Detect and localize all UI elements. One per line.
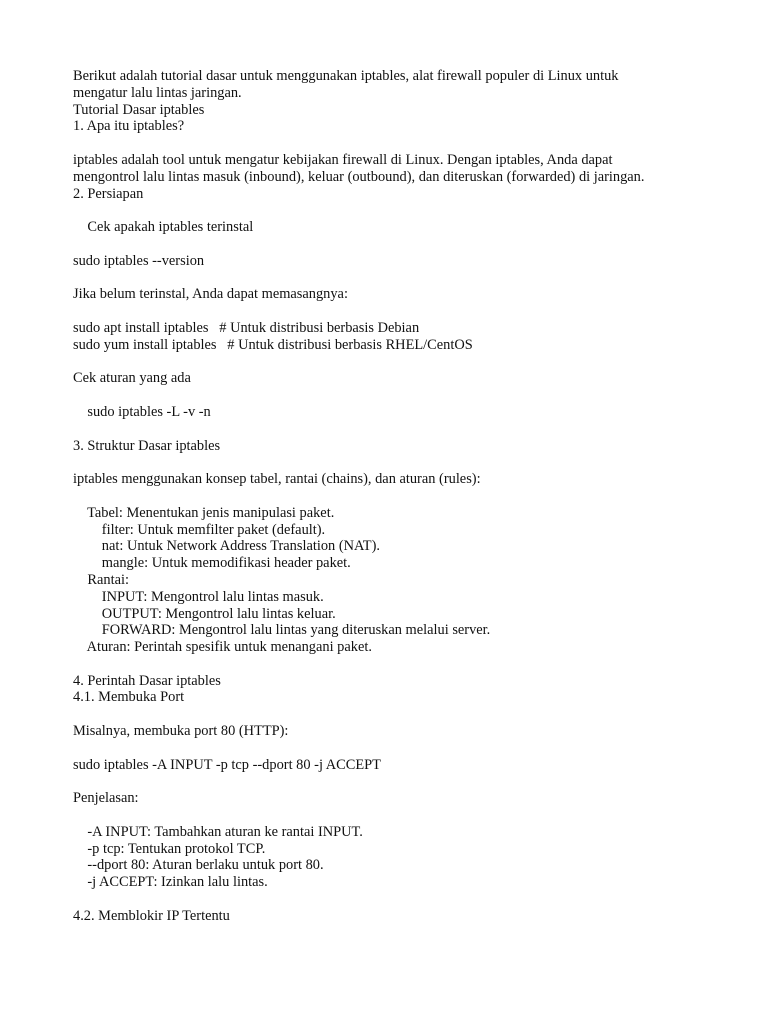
text-line: 2. Persiapan xyxy=(73,185,144,202)
list-item: mangle: Untuk memodifikasi header paket. xyxy=(73,555,351,572)
blank-line xyxy=(73,202,713,219)
text-line: 1. Apa itu iptables? xyxy=(73,118,185,135)
blank-line xyxy=(73,891,713,908)
blank-line xyxy=(73,656,713,673)
blank-line xyxy=(73,421,713,438)
list-item: -j ACCEPT: Izinkan lalu lintas. xyxy=(73,874,268,891)
text-line: Cek aturan yang ada xyxy=(73,370,191,387)
command-line: sudo iptables -L -v -n xyxy=(73,403,211,420)
command-line: sudo iptables -A INPUT -p tcp --dport 80 -j ACCEPT xyxy=(73,756,381,773)
blank-line xyxy=(73,488,713,505)
list-item: Rantai: xyxy=(73,571,129,588)
list-item: FORWARD: Mengontrol lalu lintas yang diteruskan melalui server. xyxy=(73,622,491,639)
text-line: 3. Struktur Dasar iptables xyxy=(73,437,221,454)
blank-line xyxy=(73,354,713,371)
text-line: Penjelasan: xyxy=(73,790,139,807)
command-line: sudo apt install iptables # Untuk distribusi berbasis Debian xyxy=(73,319,420,336)
list-item: --dport 80: Aturan berlaku untuk port 80. xyxy=(73,857,324,874)
list-item: -p tcp: Tentukan protokol TCP. xyxy=(73,840,266,857)
blank-line xyxy=(73,740,713,757)
list-item: filter: Untuk memfilter paket (default). xyxy=(73,521,326,538)
command-line: sudo yum install iptables # Untuk distribusi berbasis RHEL/CentOS xyxy=(73,336,473,353)
text-line: Berikut adalah tutorial dasar untuk menggunakan iptables, alat firewall populer di Linux untuk xyxy=(73,68,619,84)
blank-line xyxy=(73,706,713,723)
document-body xyxy=(73,68,713,925)
text-line: Jika belum terinstal, Anda dapat memasangnya: xyxy=(73,286,348,303)
blank-line xyxy=(73,807,713,824)
list-item: OUTPUT: Mengontrol lalu lintas keluar. xyxy=(73,605,336,622)
blank-line xyxy=(73,773,713,790)
text-line: Cek apakah iptables terinstal xyxy=(73,219,254,236)
text-line: 4.1. Membuka Port xyxy=(73,689,185,706)
command-line: sudo iptables --version xyxy=(73,252,205,269)
blank-line xyxy=(73,236,713,253)
blank-line xyxy=(73,135,713,152)
text-line: Misalnya, membuka port 80 (HTTP): xyxy=(73,723,289,740)
list-item: Tabel: Menentukan jenis manipulasi paket. xyxy=(73,504,335,521)
blank-line xyxy=(73,303,713,320)
list-item: Aturan: Perintah spesifik untuk menangani paket. xyxy=(73,639,372,656)
blank-line xyxy=(73,270,713,287)
text-line: 4.2. Memblokir IP Tertentu xyxy=(73,907,230,924)
list-item: -A INPUT: Tambahkan aturan ke rantai INPUT. xyxy=(73,823,363,840)
text-line: mengatur lalu lintas jaringan. xyxy=(73,84,242,101)
text-line: mengontrol lalu lintas masuk (inbound), keluar (outbound), dan diteruskan (forwarded) di jaringan. xyxy=(73,168,645,185)
blank-line xyxy=(73,454,713,471)
list-item: INPUT: Mengontrol lalu lintas masuk. xyxy=(73,588,324,605)
text-line: Tutorial Dasar iptables xyxy=(73,101,205,118)
blank-line xyxy=(73,387,713,404)
text-line: iptables adalah tool untuk mengatur kebijakan firewall di Linux. Dengan iptables, Anda dapat xyxy=(73,151,613,168)
text-line: iptables menggunakan konsep tabel, rantai (chains), dan aturan (rules): xyxy=(73,471,481,488)
text-line: 4. Perintah Dasar iptables xyxy=(73,672,221,689)
list-item: nat: Untuk Network Address Translation (NAT). xyxy=(73,538,380,555)
